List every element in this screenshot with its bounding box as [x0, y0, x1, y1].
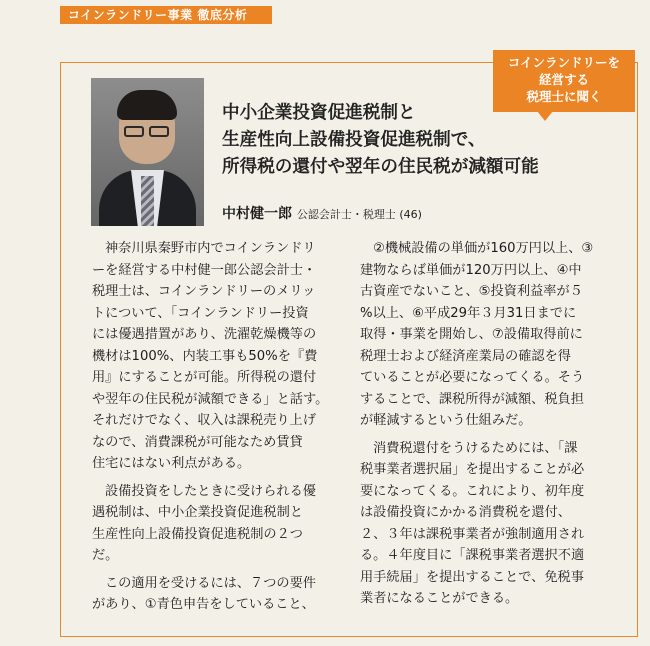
text-line: は設備投資にかかる消費税を還付、 — [360, 505, 571, 520]
text-line: 設備投資をしたときに受けられる優 — [105, 483, 316, 499]
body-column-left — [92, 238, 342, 616]
text-line: 建物ならば単価が120万円以上、④中 — [360, 262, 582, 278]
text-line: それだけでなく、収入は課税売り上げ — [92, 413, 316, 428]
text-line: だ。 — [92, 548, 119, 563]
text-line: 業者になることができる。 — [360, 591, 519, 606]
interview-badge: コインランドリーを 経営する 税理士に聞く — [493, 50, 635, 112]
author-photo — [91, 78, 204, 226]
text-line: なので、消費課税が可能なため賃貸 — [92, 434, 303, 450]
text-line: 機材は100%、内装工事も50%を『費 — [92, 348, 318, 364]
paragraph — [92, 481, 342, 567]
section-tag: コインランドリー事業 徹底分析 — [60, 6, 272, 24]
paragraph — [92, 573, 342, 616]
body-column-right — [360, 238, 610, 610]
text-line: 用手続届」を提出することで、免税事 — [360, 569, 584, 585]
text-line: トについて、「コインランドリー投資 — [92, 305, 309, 321]
paragraph — [92, 238, 342, 475]
text-line: があり、①青色申告をしていること、 — [92, 597, 315, 612]
text-line: ②機械設備の単価が160万円以上、③ — [373, 241, 594, 256]
author-name: 中村健一郎 — [222, 206, 292, 222]
headline-line: 中小企業投資促進税制と — [222, 103, 416, 123]
text-line: 要になってくる。これにより、初年度 — [360, 483, 585, 499]
text-line: この適用を受けるには、７つの要件 — [105, 575, 316, 591]
text-line: 税理士および経済産業局の確認を得 — [360, 348, 571, 364]
text-line: ーを経営する中村健一郎公認会計士・ — [92, 262, 317, 278]
text-line: 生産性向上設備投資促進税制の２つ — [92, 526, 303, 542]
paragraph — [360, 238, 610, 432]
text-line: 用』にすることが可能。所得税の還付 — [92, 370, 317, 385]
text-line: る。４年度目に「課税事業者選択不適 — [360, 548, 585, 563]
text-line: 税事業者選択届」を提出することが必 — [360, 462, 585, 477]
text-line: することで、課税所得が減額、税負担 — [360, 391, 584, 407]
text-line: が軽減するという仕組みだ。 — [360, 413, 532, 428]
text-line: 取得・事業を開始し、⑦設備取得前に — [360, 327, 583, 342]
text-line: 消費税還付をうけるためには、「課 — [373, 440, 578, 456]
text-line: ２、３年は課税事業者が強制適用され — [360, 526, 585, 542]
byline — [222, 203, 422, 223]
text-line: 遇税制は、中小企業投資促進税制と — [92, 505, 303, 520]
text-line: 神奈川県秦野市内でコインランドリ — [105, 241, 316, 256]
text-line: や翌年の住民税が減額できる」と話す。 — [92, 391, 329, 407]
text-line: %以上、⑥平成29年３月31日までに — [360, 305, 577, 321]
headline — [222, 100, 592, 181]
text-line: 住宅にはない利点がある。 — [92, 456, 251, 471]
text-line: ていることが必要になってくる。そう — [360, 370, 585, 385]
paragraph — [360, 438, 610, 610]
headline-line: 生産性向上設備投資促進税制で、 — [222, 130, 486, 150]
text-line: 税理士は、コインランドリーのメリッ — [92, 284, 316, 299]
text-line: 古資産でないこと、⑤投資利益率が５ — [360, 284, 583, 299]
text-line: には優遇措置があり、洗濯乾燥機等の — [92, 327, 317, 342]
author-title: 公認会計士・税理士 (46) — [296, 208, 422, 221]
headline-line: 所得税の還付や翌年の住民税が減額可能 — [222, 157, 539, 177]
